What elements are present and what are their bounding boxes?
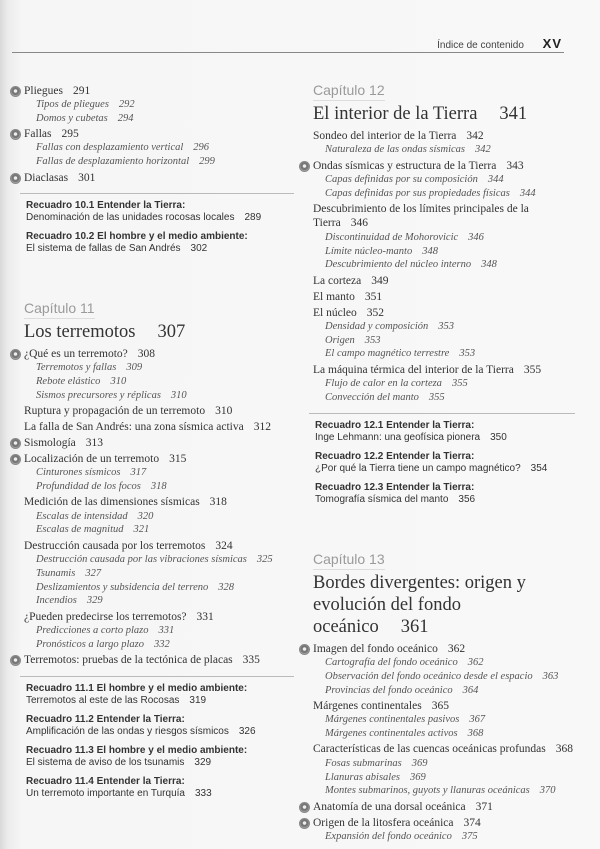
entry-page: 353: [459, 348, 476, 360]
toc-subentry[interactable]: [24, 523, 294, 537]
entry-title: Ondas sísmicas y estructura de la Tierra: [313, 159, 497, 172]
entry-title: Imagen del fondo oceánico: [313, 642, 438, 655]
toc-subentry[interactable]: [24, 361, 294, 375]
entry-title: Terremotos y fallas: [36, 362, 117, 374]
box-text: Tomografía sísmica del manto: [315, 494, 449, 506]
entry-title: Naturaleza de las ondas sísmicas: [325, 144, 466, 156]
chapter-block: [24, 300, 294, 801]
entry-title: ¿Pueden predecirse los terremotos?: [24, 610, 187, 623]
entry-title: Domos y cubetas: [36, 112, 108, 124]
box-title: Recuadro 11.3 El hombre y el medio ambiente:: [26, 744, 248, 756]
box-text: ¿Por qué la Tierra tiene un campo magnético?: [315, 463, 521, 475]
entry-page: 295: [61, 128, 79, 141]
toc-subentry[interactable]: [313, 656, 575, 670]
chapter-title-text: Los terremotos: [24, 321, 136, 342]
chapter-page: 307: [157, 321, 186, 342]
entry-page: 308: [137, 347, 156, 360]
toc-entry[interactable]: [313, 699, 575, 713]
toc-entry[interactable]: [313, 742, 575, 756]
toc-column-left: [24, 82, 294, 807]
entry-page: 331: [196, 610, 214, 623]
toc-subentry[interactable]: [313, 320, 575, 334]
entry-page: 343: [506, 159, 524, 172]
chapter-label: Capítulo 11: [24, 300, 95, 319]
toc-subentry[interactable]: [313, 334, 575, 348]
toc-subentry[interactable]: [313, 258, 575, 272]
toc-subentry[interactable]: [24, 510, 294, 524]
entry-page: 365: [431, 699, 449, 712]
entry-page: 291: [72, 84, 91, 97]
entry-title: Incendios: [36, 595, 77, 607]
entry-title: Fallas de desplazamiento horizontal: [36, 156, 190, 168]
header-rule: [12, 52, 564, 53]
entry-page: 299: [199, 156, 215, 168]
media-badge-icon: [10, 655, 21, 666]
box-title: Recuadro 11.2 Entender la Tierra:: [26, 713, 185, 725]
chapter-page: 361: [400, 616, 429, 637]
toc-entry[interactable]: [313, 159, 575, 173]
box-title: Recuadro 11.4 Entender la Tierra:: [26, 775, 185, 787]
entry-page: 315: [169, 452, 187, 465]
entry-page: 309: [126, 362, 143, 374]
box-page: 326: [238, 726, 256, 738]
toc-entry[interactable]: [313, 363, 575, 377]
entry-page: 353: [364, 334, 381, 346]
toc-subentry[interactable]: [24, 480, 294, 494]
toc-entry[interactable]: [24, 653, 294, 667]
toc-entry[interactable]: [24, 539, 294, 553]
entry-title: Capas definidas por sus propiedades físicas: [325, 187, 510, 199]
entry-page: 318: [150, 480, 167, 492]
toc-subentry[interactable]: [24, 466, 294, 480]
entry-title: Tsunamis: [36, 567, 76, 579]
entry-title: Expansión del fondo oceánico: [325, 830, 452, 842]
entry-title: Origen: [325, 334, 355, 346]
entry-title: Observación del fondo oceánico desde el espacio: [325, 670, 533, 682]
entry-page: 375: [461, 830, 478, 842]
entry-title: La máquina térmica del interior de la Tierra: [313, 363, 514, 376]
toc-subentry[interactable]: [313, 670, 575, 684]
entry-page: 320: [137, 510, 154, 522]
entry-title: Convección del manto: [325, 391, 419, 403]
entry-title: ¿Qué es un terremoto?: [24, 347, 128, 360]
entry-title: Límite núcleo-manto: [325, 245, 413, 257]
box-page: 302: [190, 243, 208, 255]
media-badge-icon: [10, 129, 21, 140]
feature-boxes: [20, 193, 294, 256]
entry-page: 342: [466, 130, 484, 142]
entry-page: 371: [475, 800, 493, 813]
entry-title: Discontinuidad de Mohorovicic: [325, 231, 459, 243]
toc-subentry[interactable]: [24, 375, 294, 389]
entry-title: Fosas submarinas: [325, 757, 402, 769]
entry-page: 344: [519, 187, 536, 199]
entry-page: 362: [447, 642, 466, 655]
entry-page: 346: [468, 231, 484, 243]
entry-title: Localización de un terremoto: [24, 452, 160, 465]
entry-title: El manto: [313, 290, 355, 303]
entry-page: 292: [118, 98, 135, 110]
box-page: 289: [244, 212, 262, 224]
entry-page: 342: [475, 144, 491, 156]
entry-page: 348: [422, 245, 438, 257]
entry-title: Flujo de calor en la corteza: [325, 378, 442, 390]
media-badge-icon: [299, 644, 310, 655]
box-page: 356: [458, 494, 476, 506]
entry-title: Diaclasas: [24, 171, 69, 184]
toc-subentry[interactable]: [313, 391, 575, 405]
entry-page: 364: [462, 684, 479, 696]
header-section-title: Índice de contenido: [437, 40, 524, 51]
toc-subentry[interactable]: [24, 553, 294, 567]
feature-box-entry[interactable]: [315, 451, 575, 476]
entry-title: Cartografía del fondo oceánico: [325, 657, 458, 668]
feature-boxes: [20, 676, 294, 801]
entry-title: Origen de la litosfera oceánica: [313, 816, 454, 829]
chapter-title[interactable]: [24, 321, 294, 343]
box-title: Recuadro 12.1 Entender la Tierra:: [315, 419, 475, 431]
entry-title: Cinturones sísmicos: [36, 467, 121, 479]
toc-entry[interactable]: [313, 290, 575, 304]
toc-subentry[interactable]: [24, 141, 294, 155]
toc-subentry[interactable]: [313, 187, 575, 201]
toc-subentry[interactable]: [24, 594, 294, 608]
chapter-block: [313, 551, 575, 844]
entry-title: La corteza: [313, 274, 362, 287]
chapter-page: 341: [499, 104, 528, 124]
entry-page: 312: [253, 421, 271, 434]
entry-title: Características de las cuencas oceánicas profundas: [313, 743, 546, 756]
feature-box-entry[interactable]: [26, 745, 294, 770]
entry-title: Pliegues: [24, 84, 63, 97]
toc-subentry[interactable]: [24, 581, 294, 595]
media-badge-icon: [299, 161, 310, 172]
toc-entry[interactable]: [313, 306, 575, 320]
toc-subentry[interactable]: [24, 98, 294, 112]
box-page: 319: [189, 695, 207, 707]
toc-entry[interactable]: [313, 642, 575, 656]
entry-title: Provincias del fondo oceánico: [325, 684, 453, 696]
entry-page: 353: [438, 320, 454, 332]
entry-title: Ruptura y propagación de un terremoto: [24, 405, 206, 418]
entry-page: 318: [209, 496, 227, 509]
entry-page: 349: [371, 274, 389, 287]
toc-subentry[interactable]: [24, 389, 294, 403]
entry-page: 327: [85, 567, 102, 579]
feature-box-entry[interactable]: [26, 200, 294, 225]
feature-boxes: [309, 413, 575, 507]
entry-page: 296: [193, 142, 210, 154]
entry-title: Sondeo del interior de la Tierra: [313, 130, 457, 142]
entry-page: 332: [154, 638, 170, 650]
toc-entry[interactable]: [313, 202, 575, 231]
toc-entry[interactable]: [24, 436, 294, 450]
media-badge-icon: [10, 173, 21, 184]
box-page: 333: [194, 788, 212, 800]
entry-title: Márgenes continentales activos: [325, 728, 458, 740]
feature-box-entry[interactable]: [26, 714, 294, 739]
toc-subentry[interactable]: [313, 684, 575, 698]
entry-page: 317: [130, 467, 147, 479]
toc-column-right: [313, 82, 575, 844]
chapter-label: Capítulo 12: [313, 82, 385, 101]
entry-title: Pronósticos a largo plazo: [36, 638, 145, 650]
entry-page: 310: [110, 375, 127, 387]
toc-subentry[interactable]: [313, 143, 575, 157]
entry-title: Sismología: [24, 436, 76, 449]
entry-title: Márgenes continentales: [313, 699, 422, 712]
entry-title: Capas definidas por su composición: [325, 173, 478, 185]
entry-title: Terremotos: pruebas de la tectónica de placas: [24, 654, 233, 667]
toc-subentry[interactable]: [313, 245, 575, 259]
entry-page: 362: [467, 657, 484, 668]
entry-page: 363: [542, 670, 559, 682]
entry-title: Rebote elástico: [36, 375, 101, 387]
feature-box-entry[interactable]: [26, 683, 294, 708]
toc-subentry[interactable]: [313, 771, 575, 785]
entry-page: 310: [215, 405, 233, 418]
toc-entry[interactable]: [24, 171, 294, 185]
toc-subentry[interactable]: [313, 347, 575, 361]
entry-page: 344: [487, 173, 504, 185]
toc-entry[interactable]: [24, 404, 294, 418]
media-badge-icon: [10, 349, 21, 360]
box-text: El sistema de aviso de los tsunamis: [26, 757, 185, 769]
toc-entry[interactable]: [24, 84, 294, 98]
entry-page: 325: [256, 554, 273, 566]
entry-page: 348: [481, 259, 497, 271]
feature-box-entry[interactable]: [26, 231, 294, 256]
entry-page: 328: [218, 581, 235, 593]
box-title: Recuadro 12.2 Entender la Tierra:: [315, 450, 475, 462]
chapter-title-text: El interior de la Tierra: [313, 104, 478, 124]
entry-page: 368: [555, 743, 574, 756]
entry-page: 346: [350, 217, 368, 230]
toc-subentry[interactable]: [313, 830, 575, 844]
entry-title: Tipos de pliegues: [36, 98, 109, 110]
box-page: 350: [490, 432, 507, 444]
toc-subentry[interactable]: [24, 567, 294, 581]
box-title: Recuadro 12.3 Entender la Tierra:: [315, 481, 475, 493]
media-badge-icon: [10, 438, 21, 449]
entry-title: El núcleo: [313, 306, 357, 319]
toc-subentry[interactable]: [24, 624, 294, 638]
box-text: Inge Lehmann: una geofísica pionera: [315, 432, 481, 444]
page-number: XV: [542, 36, 562, 51]
entry-title: La falla de San Andrés: una zona sísmica activa: [24, 421, 244, 434]
toc-entry[interactable]: [313, 800, 575, 814]
entry-page: 294: [117, 112, 134, 124]
media-badge-icon: [299, 802, 310, 813]
chapter-title[interactable]: [313, 572, 575, 638]
toc-entry[interactable]: [24, 420, 294, 434]
entry-title: Márgenes continentales pasivos: [325, 714, 460, 726]
running-header: [437, 36, 562, 51]
toc-entry[interactable]: [313, 274, 575, 288]
media-badge-icon: [10, 454, 21, 465]
toc-entry[interactable]: [24, 610, 294, 624]
entry-page: 324: [215, 539, 233, 552]
toc-subentry[interactable]: [24, 112, 294, 126]
box-title: Recuadro 10.1 Entender la Tierra:: [26, 199, 186, 211]
entry-title: Descubrimiento de los límites principales de la Tierra: [313, 203, 529, 230]
entry-page: 355: [451, 378, 468, 390]
box-text: Denominación de las unidades rocosas locales: [26, 212, 235, 224]
entry-page: 301: [78, 171, 96, 184]
entry-page: 355: [523, 363, 542, 376]
toc-subentry[interactable]: [313, 727, 575, 741]
toc-entry[interactable]: [313, 816, 575, 830]
entry-page: 369: [411, 757, 428, 769]
entry-page: 374: [463, 816, 481, 829]
toc-entry[interactable]: [24, 452, 294, 466]
entry-title: El campo magnético terrestre: [325, 348, 450, 360]
entry-title: Destrucción causada por los terremotos: [24, 539, 206, 552]
entry-page: 352: [366, 306, 384, 319]
toc-entry[interactable]: [24, 495, 294, 509]
box-text: Terremotos al este de las Rocosas: [26, 695, 180, 707]
entry-title: Llanuras abisales: [325, 771, 400, 783]
chapter-label: Capítulo 13: [313, 551, 385, 570]
entry-title: Deslizamientos y subsidencia del terreno: [36, 581, 209, 593]
chapter-title-text: Bordes divergentes: origen y evolución del fondo oceánico: [313, 572, 526, 637]
box-page: 329: [194, 757, 212, 769]
toc-subentry[interactable]: [313, 377, 575, 391]
feature-box-entry[interactable]: [315, 482, 575, 507]
toc-subentry[interactable]: [313, 713, 575, 727]
entry-page: 370: [539, 785, 556, 797]
entry-title: Anatomía de una dorsal oceánica: [313, 800, 466, 813]
box-text: El sistema de fallas de San Andrés: [26, 243, 181, 255]
chapter-title[interactable]: [313, 103, 575, 125]
entry-page: 369: [409, 771, 426, 783]
entry-title: Fallas con desplazamiento vertical: [36, 142, 184, 154]
entry-page: 331: [158, 625, 175, 637]
feature-box-entry[interactable]: [315, 420, 575, 445]
entry-page: 310: [170, 389, 187, 401]
toc-subentry[interactable]: [313, 757, 575, 771]
toc-entry[interactable]: [313, 129, 575, 143]
entry-title: Fallas: [24, 128, 52, 141]
entry-page: 313: [85, 436, 104, 449]
box-title: Recuadro 10.2 El hombre y el medio ambiente:: [26, 230, 248, 242]
entry-page: 367: [469, 714, 486, 726]
box-page: 354: [530, 463, 548, 475]
box-text: Amplificación de las ondas y riesgos sísmicos: [26, 726, 229, 738]
media-badge-icon: [10, 86, 21, 97]
entry-title: Escalas de magnitud: [36, 524, 124, 536]
toc-entry[interactable]: [24, 127, 294, 141]
entry-title: Predicciones a corto plazo: [36, 625, 149, 637]
media-badge-icon: [299, 818, 310, 829]
toc-entry[interactable]: [24, 347, 294, 361]
entry-title: Montes submarinos, guyots y llanuras oceánicas: [325, 785, 530, 797]
entry-title: Profundidad de los focos: [36, 480, 141, 492]
entry-page: 351: [364, 290, 383, 303]
entry-title: Destrucción causada por las vibraciones sísmicas: [36, 554, 247, 566]
entry-title: Escalas de intensidad: [36, 510, 128, 522]
entry-page: 329: [86, 595, 103, 607]
entry-page: 335: [242, 654, 260, 667]
entry-title: Sismos precursores y réplicas: [36, 389, 161, 401]
box-text: Un terremoto importante en Turquía: [26, 788, 185, 800]
entry-page: 321: [133, 524, 150, 536]
toc-subentry[interactable]: [24, 155, 294, 169]
entry-page: 355: [428, 391, 445, 403]
toc-subentry[interactable]: [24, 638, 294, 652]
entry-title: Medición de las dimensiones sísmicas: [24, 496, 200, 509]
toc-subentry[interactable]: [313, 784, 575, 798]
box-title: Recuadro 11.1 El hombre y el medio ambiente:: [26, 682, 248, 694]
entry-title: Densidad y composición: [325, 320, 429, 332]
toc-subentry[interactable]: [313, 173, 575, 187]
entry-page: 368: [467, 728, 484, 740]
chapter-block: [313, 82, 575, 507]
entry-title: Descubrimiento del núcleo interno: [325, 259, 472, 271]
feature-box-entry[interactable]: [26, 776, 294, 801]
toc-subentry[interactable]: [313, 231, 575, 245]
